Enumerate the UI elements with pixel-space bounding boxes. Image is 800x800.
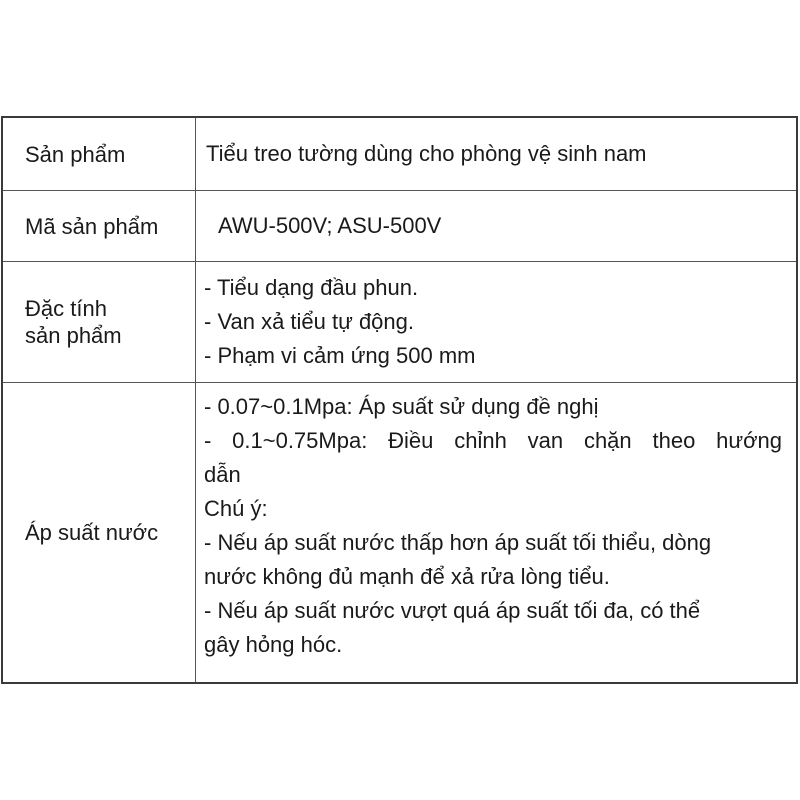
value-line: - Phạm vi cảm ứng 500 mm (204, 343, 476, 368)
value-line: Tiểu treo tường dùng cho phòng vệ sinh nam (206, 141, 647, 166)
row-value-features (196, 262, 796, 382)
row-label-product (3, 118, 196, 190)
label-line: Đặc tính (25, 296, 107, 321)
value-line: - Nếu áp suất nước vượt quá áp suất tối đa, có thể (204, 598, 701, 623)
value-line: - 0.1~0.75Mpa: Điều chỉnh van chặn theo hướng (204, 428, 782, 453)
value-line: nước không đủ mạnh để xả rửa lòng tiểu. (204, 564, 610, 589)
value-line: - Tiểu dạng đầu phun. (204, 275, 419, 300)
row-label-features (3, 262, 196, 382)
table-row-product (3, 118, 796, 190)
row-value-product-code (196, 191, 796, 261)
label-line: Sản phẩm (25, 141, 126, 167)
table-row-features (3, 261, 796, 382)
row-value-water-pressure (196, 383, 796, 682)
label-line: Mã sản phẩm (25, 213, 159, 239)
label-line: sản phẩm (25, 323, 122, 348)
value-line: - 0.07~0.1Mpa: Áp suất sử dụng đề nghị (204, 394, 599, 419)
value-line: AWU-500V; ASU-500V (218, 213, 442, 238)
row-label-water-pressure (3, 383, 196, 682)
value-line: - Van xả tiểu tự động. (204, 309, 414, 334)
value-line: Chú ý: (204, 496, 268, 521)
value-line: gây hỏng hóc. (204, 632, 343, 657)
value-line: dẫn (204, 462, 241, 487)
table-row-water-pressure (3, 382, 796, 682)
row-label-product-code (3, 191, 196, 261)
row-value-product (196, 118, 796, 190)
label-line: Áp suất nước (25, 520, 159, 545)
value-line: - Nếu áp suất nước thấp hơn áp suất tối thiểu, dòng (204, 530, 712, 555)
spec-table (1, 116, 798, 684)
table-row-product-code (3, 190, 796, 261)
